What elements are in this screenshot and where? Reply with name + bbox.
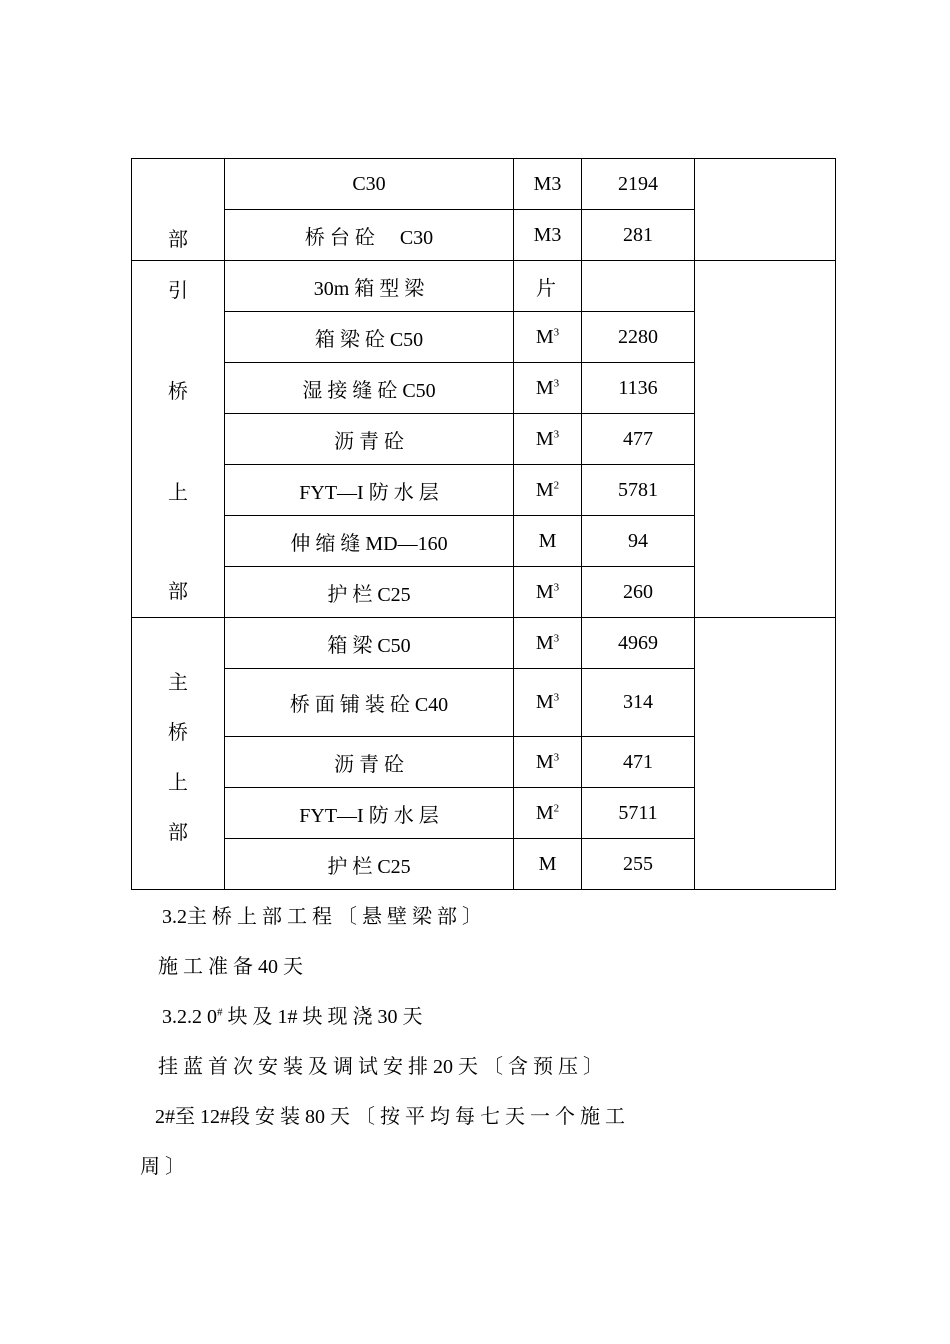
remark-cell [695,159,836,261]
qty-cell: 5781 [582,465,695,516]
group-cell-main [132,618,225,890]
quantity-table [131,158,836,890]
unit-cell: $M^3$ [514,737,582,788]
group-char: 部 [168,822,188,844]
qty-cell: 477 [582,414,695,465]
unit-cell: M3 [514,210,582,261]
unit-cell: $M^3$ [514,567,582,618]
paragraph: 3.2.2 0# 块 及 1# 块 现 浇 30 天 [162,1006,423,1028]
paragraph: 挂 蓝 首 次 安 装 及 调 试 安 排 20 天 〔 含 预 压 〕 [158,1056,603,1078]
item-cell: 伸 缩 缝 MD—160 [225,516,514,567]
item-cell: 护 栏 C25 [225,567,514,618]
qty-cell: 2280 [582,312,695,363]
group-char: 部 [168,229,188,251]
qty-cell: 94 [582,516,695,567]
remark-cell [695,261,836,618]
item-cell: 箱 梁 砼 C50 [225,312,514,363]
group-char: 桥 [168,381,188,403]
qty-cell: 5711 [582,788,695,839]
item-cell: 沥 青 砼 [225,414,514,465]
item-cell: 桥 面 铺 装 砼 C40 [225,669,514,737]
item-cell: 30m 箱 型 梁 [225,261,514,312]
item-cell: 箱 梁 C50 [225,618,514,669]
qty-cell: 281 [582,210,695,261]
qty-cell: 471 [582,737,695,788]
item-cell: 护 栏 C25 [225,839,514,890]
unit-cell: M [514,839,582,890]
remark-cell [695,618,836,890]
item-cell: FYT—I 防 水 层 [225,788,514,839]
item-cell: 桥 台 砼 C30 [225,210,514,261]
group-char: 主 [168,672,188,694]
qty-cell: 314 [582,669,695,737]
paragraph: 施 工 准 备 40 天 [158,956,303,978]
item-cell: 沥 青 砼 [225,737,514,788]
unit-cell: $M^3$ [514,669,582,737]
group-char: 上 [168,482,188,504]
unit-cell: $M^2$ [514,465,582,516]
paragraph: 2#至 12#段 安 装 80 天 〔 按 平 均 每 七 天 一 个 施 工 [155,1106,625,1128]
section-heading: 3.2主 桥 上 部 工 程 〔 悬 壁 梁 部 〕 [162,906,482,928]
group-cell-upper [132,159,225,261]
qty-cell: 2194 [582,159,695,210]
unit-cell: M [514,516,582,567]
group-char: 桥 [168,722,188,744]
item-cell: FYT—I 防 水 层 [225,465,514,516]
item-cell: 湿 接 缝 砼 C50 [225,363,514,414]
qty-cell: 255 [582,839,695,890]
unit-cell: $M^2$ [514,788,582,839]
qty-cell: 260 [582,567,695,618]
group-char: 部 [168,581,188,603]
qty-cell [582,261,695,312]
qty-cell: 1136 [582,363,695,414]
group-cell-approach [132,261,225,618]
group-char: 上 [168,772,188,794]
unit-cell: $M^3$ [514,363,582,414]
unit-cell: 片 [514,261,582,312]
unit-cell: M3 [514,159,582,210]
unit-cell: $M^3$ [514,618,582,669]
unit-cell: $M^3$ [514,414,582,465]
paragraph: 周 〕 [140,1156,185,1178]
unit-cell: $M^3$ [514,312,582,363]
item-cell: C30 [225,159,514,210]
qty-cell: 4969 [582,618,695,669]
group-char: 引 [168,280,188,302]
